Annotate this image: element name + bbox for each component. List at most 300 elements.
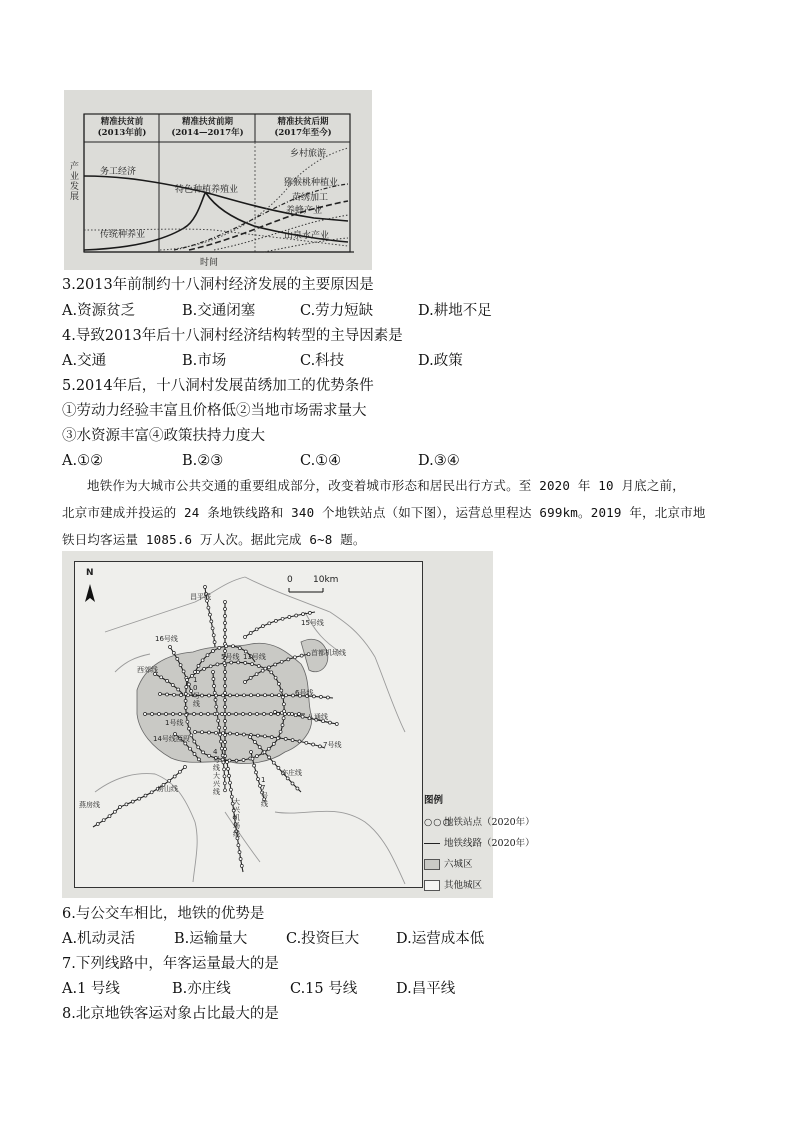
station-dot bbox=[224, 601, 227, 604]
beijing-subway-map-figure bbox=[62, 551, 535, 898]
station-dot bbox=[225, 645, 228, 648]
q3-option-a[interactable]: A.资源贫乏 bbox=[62, 303, 136, 319]
station-dot bbox=[256, 713, 259, 716]
station-dot bbox=[208, 754, 211, 757]
map-frame bbox=[74, 561, 423, 888]
label-water: 山泉水产业 bbox=[284, 231, 330, 241]
legend-station-icon: ○○○ bbox=[424, 817, 452, 828]
station-dot bbox=[172, 651, 175, 654]
station-dot bbox=[281, 724, 284, 727]
station-dot bbox=[210, 620, 213, 623]
station-dot bbox=[224, 622, 227, 625]
station-dot bbox=[238, 647, 241, 650]
legend-other-text: 其他城区 bbox=[444, 880, 483, 891]
station-dot bbox=[229, 781, 232, 784]
station-dot bbox=[251, 757, 254, 760]
station-dot bbox=[274, 711, 277, 714]
question-8-stem: 8.北京地铁客运对象占比最大的是 bbox=[62, 1006, 279, 1022]
header-early-title: 精准扶贫前期 bbox=[181, 117, 233, 127]
station-dot bbox=[294, 714, 297, 717]
station-dot bbox=[283, 710, 286, 713]
station-dot bbox=[274, 619, 277, 622]
question-4-stem: 4.导致2013年后十八洞村经济结构转型的主导因素是 bbox=[62, 328, 403, 344]
station-dot bbox=[160, 676, 163, 679]
station-dot bbox=[165, 713, 168, 716]
station-dot bbox=[276, 737, 279, 740]
station-dot bbox=[257, 694, 260, 697]
station-dot bbox=[224, 741, 227, 744]
map-label-10: 10号线 bbox=[193, 676, 200, 708]
station-dot bbox=[168, 779, 171, 782]
label-tourism: 乡村旅游 bbox=[290, 149, 327, 159]
q5-conditions-line1: ①劳动力经验丰富且价格低②当地市场需求量大 bbox=[62, 403, 367, 419]
header-late-title: 精准扶贫后期 bbox=[277, 117, 329, 127]
station-dot bbox=[263, 751, 266, 754]
station-dot bbox=[293, 656, 296, 659]
station-dot bbox=[251, 663, 254, 666]
label-kiwi: 猕猴桃种植业 bbox=[284, 178, 339, 188]
station-dot bbox=[186, 679, 189, 682]
station-dot bbox=[307, 653, 310, 656]
station-dot bbox=[253, 741, 256, 744]
station-dot bbox=[221, 713, 224, 716]
station-dot bbox=[166, 693, 169, 696]
station-dot bbox=[179, 664, 182, 667]
station-dot bbox=[184, 706, 187, 709]
station-dot bbox=[224, 671, 227, 674]
station-dot bbox=[138, 797, 141, 800]
station-dot bbox=[208, 694, 211, 697]
station-dot bbox=[217, 719, 220, 722]
station-dot bbox=[298, 713, 301, 716]
header-early bbox=[161, 116, 254, 140]
station-dot bbox=[173, 693, 176, 696]
station-dot bbox=[189, 747, 192, 750]
station-dot bbox=[272, 742, 275, 745]
station-dot bbox=[212, 671, 215, 674]
station-dot bbox=[224, 629, 227, 632]
station-dot bbox=[185, 686, 188, 689]
header-pre bbox=[86, 116, 158, 140]
station-dot bbox=[224, 713, 227, 716]
station-dot bbox=[215, 705, 218, 708]
station-dot bbox=[244, 636, 247, 639]
station-dot bbox=[212, 650, 215, 653]
station-dot bbox=[261, 625, 264, 628]
label-featured: 特色种植养殖业 bbox=[175, 185, 239, 195]
station-dot bbox=[277, 766, 280, 769]
station-dot bbox=[250, 751, 253, 754]
header-early-period: (2014—2017年) bbox=[171, 128, 244, 138]
station-dot bbox=[281, 617, 284, 620]
station-dot bbox=[212, 678, 215, 681]
station-dot bbox=[279, 730, 282, 733]
station-dot bbox=[282, 717, 285, 720]
station-dot bbox=[235, 759, 238, 762]
station-dot bbox=[144, 713, 147, 716]
station-dot bbox=[244, 681, 247, 684]
map-label-14: 14号线西段 bbox=[153, 735, 190, 743]
station-dot bbox=[213, 691, 216, 694]
station-dot bbox=[274, 676, 277, 679]
station-dot bbox=[256, 734, 259, 737]
station-dot bbox=[224, 789, 227, 792]
map-label-1: 1号线 bbox=[165, 719, 184, 727]
legend-other-swatch bbox=[424, 880, 440, 891]
station-dot bbox=[224, 727, 227, 730]
station-dot bbox=[326, 696, 329, 699]
station-dot bbox=[249, 713, 252, 716]
station-dot bbox=[150, 791, 153, 794]
station-dot bbox=[196, 671, 199, 674]
station-dot bbox=[270, 671, 273, 674]
map-label-13: 13号线 bbox=[243, 653, 266, 661]
station-dot bbox=[102, 819, 105, 822]
legend-core-text: 六城区 bbox=[444, 859, 473, 870]
station-dot bbox=[249, 736, 252, 739]
station-dot bbox=[305, 741, 308, 744]
q4-option-c[interactable]: C.科技 bbox=[300, 353, 345, 369]
station-dot bbox=[257, 778, 260, 781]
station-dot bbox=[298, 740, 301, 743]
station-dot bbox=[277, 682, 280, 685]
station-dot bbox=[229, 694, 232, 697]
station-dot bbox=[224, 685, 227, 688]
station-dot bbox=[232, 645, 235, 648]
label-miao: 苗绣加工 bbox=[292, 193, 329, 203]
station-dot bbox=[255, 628, 258, 631]
map-label-changping: 昌平线 bbox=[190, 593, 211, 601]
station-dot bbox=[328, 721, 331, 724]
map-label-yizhuang: 亦庄线 bbox=[281, 769, 302, 777]
station-dot bbox=[224, 748, 227, 751]
legend-station-text: 地铁站点（2020年） bbox=[444, 817, 535, 828]
q4-option-b[interactable]: B.市场 bbox=[182, 353, 227, 369]
q6-option-b[interactable]: B.运输量大 bbox=[174, 931, 248, 947]
q7-option-a[interactable]: A.1 号线 bbox=[62, 981, 120, 997]
station-dot bbox=[308, 611, 311, 614]
station-dot bbox=[280, 689, 283, 692]
station-dot bbox=[204, 586, 207, 589]
subway-passage bbox=[62, 472, 734, 553]
legend-title: 图例 bbox=[424, 795, 444, 806]
station-dot bbox=[108, 815, 111, 818]
north-arrow bbox=[85, 584, 95, 602]
station-dot bbox=[296, 787, 299, 790]
station-dot bbox=[278, 694, 281, 697]
station-dot bbox=[335, 723, 338, 726]
station-dot bbox=[250, 694, 253, 697]
station-dot bbox=[223, 782, 226, 785]
q7-option-b[interactable]: B.亦庄线 bbox=[172, 981, 231, 997]
x-axis-label: 时间 bbox=[200, 258, 219, 268]
station-dot bbox=[228, 774, 231, 777]
scale-bar bbox=[289, 588, 323, 592]
station-dot bbox=[208, 731, 211, 734]
station-dot bbox=[224, 720, 227, 723]
legend-line bbox=[424, 835, 535, 849]
station-dot bbox=[236, 733, 239, 736]
station-dot bbox=[249, 676, 252, 679]
station-dot bbox=[200, 713, 203, 716]
station-dot bbox=[96, 823, 99, 826]
station-dot bbox=[119, 806, 122, 809]
station-dot bbox=[203, 667, 206, 670]
station-dot bbox=[215, 731, 218, 734]
station-dot bbox=[227, 767, 230, 770]
station-dot bbox=[166, 679, 169, 682]
map-label-6: 6号线 bbox=[295, 689, 314, 697]
station-dot bbox=[125, 803, 128, 806]
station-dot bbox=[312, 743, 315, 746]
station-dot bbox=[223, 768, 226, 771]
legend-line-icon bbox=[424, 843, 440, 844]
station-dot bbox=[264, 667, 267, 670]
station-dot bbox=[190, 734, 193, 737]
station-dot bbox=[242, 713, 245, 716]
station-dot bbox=[255, 771, 258, 774]
q3-option-c[interactable]: C.劳力短缺 bbox=[300, 303, 374, 319]
station-dot bbox=[207, 713, 210, 716]
station-dot bbox=[197, 758, 200, 761]
passage-line-3: 铁日均客运量 1085.6 万人次。据此完成 6~8 题。 bbox=[62, 532, 366, 547]
map-label-xijiao: 西郊线 bbox=[137, 666, 158, 674]
map-label-batong: 八通线 bbox=[307, 713, 328, 721]
q6-option-c[interactable]: C.投资巨大 bbox=[286, 931, 360, 947]
station-dot bbox=[226, 761, 229, 764]
q3-option-d[interactable]: D.耕地不足 bbox=[418, 303, 492, 319]
station-dot bbox=[267, 747, 270, 750]
station-dot bbox=[284, 737, 287, 740]
station-dot bbox=[222, 732, 225, 735]
station-dot bbox=[224, 706, 227, 709]
station-dot bbox=[113, 810, 116, 813]
q5-option-c[interactable]: C.①④ bbox=[300, 453, 342, 469]
station-dot bbox=[193, 753, 196, 756]
station-dot bbox=[291, 713, 294, 716]
station-dot bbox=[169, 646, 172, 649]
map-label-5: 5号线 bbox=[221, 653, 240, 661]
station-dot bbox=[274, 663, 277, 666]
q5-conditions-line2: ③水资源丰富④政策扶持力度大 bbox=[62, 428, 265, 444]
q4-option-a[interactable]: A.交通 bbox=[62, 353, 107, 369]
station-dot bbox=[184, 766, 187, 769]
station-dot bbox=[237, 844, 240, 847]
station-dot bbox=[216, 663, 219, 666]
q7-option-c[interactable]: C.15 号线 bbox=[290, 981, 358, 997]
station-dot bbox=[270, 713, 273, 716]
station-dot bbox=[193, 713, 196, 716]
station-dot bbox=[131, 800, 134, 803]
station-dot bbox=[197, 746, 200, 749]
station-dot bbox=[186, 720, 189, 723]
station-dot bbox=[280, 660, 283, 663]
question-3-stem: 3.2013年前制约十八洞村经济发展的主要原因是 bbox=[62, 277, 374, 293]
map-label-daxing-airport: 大兴机场线 bbox=[233, 798, 240, 838]
q6-option-d[interactable]: D.运营成本低 bbox=[396, 931, 485, 947]
station-dot bbox=[243, 694, 246, 697]
station-dot bbox=[229, 788, 232, 791]
station-dot bbox=[219, 733, 222, 736]
passage-line-1: 地铁作为大城市公共交通的重要组成部分，改变着城市形态和居民出行方式。至 2020 年 10 月底之前， bbox=[87, 478, 685, 493]
station-dot bbox=[285, 694, 288, 697]
legend-core bbox=[424, 856, 473, 870]
map-label-yanfang: 燕房线 bbox=[79, 801, 100, 809]
label-bee: 养蜂产业 bbox=[286, 206, 323, 216]
station-dot bbox=[282, 703, 285, 706]
station-dot bbox=[185, 713, 188, 716]
map-label-15: 15号线 bbox=[301, 619, 324, 627]
station-dot bbox=[224, 608, 227, 611]
station-dot bbox=[193, 740, 196, 743]
station-dot bbox=[208, 613, 211, 616]
station-dot bbox=[223, 662, 226, 665]
q7-option-d[interactable]: D.昌平线 bbox=[396, 981, 456, 997]
q5-option-d[interactable]: D.③④ bbox=[418, 453, 460, 469]
station-dot bbox=[202, 751, 205, 754]
station-dot bbox=[212, 634, 215, 637]
q4-option-d[interactable]: D.政策 bbox=[418, 353, 463, 369]
station-dot bbox=[281, 696, 284, 699]
y-axis-label: 产业发展 bbox=[70, 162, 80, 202]
station-dot bbox=[180, 694, 183, 697]
station-dot bbox=[197, 664, 200, 667]
station-dot bbox=[239, 858, 242, 861]
passage-line-2: 北京市建成并投运的 24 条地铁线路和 340 个地铁站点（如下图），运营总里程达 699km。2019 年，北京市地 bbox=[62, 505, 706, 520]
station-dot bbox=[187, 683, 190, 686]
label-traditional: 传统种养业 bbox=[100, 230, 146, 240]
station-dot bbox=[236, 694, 239, 697]
station-dot bbox=[194, 731, 197, 734]
q5-option-a[interactable]: A.①② bbox=[62, 453, 104, 469]
station-dot bbox=[253, 764, 256, 767]
q6-option-a[interactable]: A.机动灵活 bbox=[62, 931, 136, 947]
station-dot bbox=[224, 636, 227, 639]
station-dot bbox=[224, 615, 227, 618]
station-dot bbox=[302, 613, 305, 616]
station-dot bbox=[288, 616, 291, 619]
scale-zero: 0 bbox=[287, 575, 293, 585]
industry-development-figure bbox=[64, 90, 372, 270]
station-dot bbox=[211, 627, 214, 630]
station-dot bbox=[218, 726, 221, 729]
station-dot bbox=[272, 761, 275, 764]
north-label: N bbox=[86, 568, 94, 578]
station-dot bbox=[301, 715, 304, 718]
station-dot bbox=[229, 732, 232, 735]
station-dot bbox=[291, 782, 294, 785]
station-dot bbox=[179, 713, 182, 716]
station-dot bbox=[201, 659, 204, 662]
station-dot bbox=[300, 654, 303, 657]
station-dot bbox=[184, 692, 187, 695]
station-dot bbox=[261, 669, 264, 672]
station-dot bbox=[222, 694, 225, 697]
station-dot bbox=[268, 622, 271, 625]
q5-option-b[interactable]: B.②③ bbox=[182, 453, 224, 469]
station-dot bbox=[291, 739, 294, 742]
legend-other bbox=[424, 877, 482, 891]
station-dot bbox=[287, 712, 290, 715]
station-dot bbox=[171, 684, 174, 687]
station-dot bbox=[218, 646, 221, 649]
station-dot bbox=[207, 606, 210, 609]
station-dot bbox=[222, 761, 225, 764]
map-label-17: 17号线 bbox=[261, 776, 268, 808]
legend-line-text: 地铁线路（2020年） bbox=[444, 838, 535, 849]
map-label-4: 4号线大兴线 bbox=[213, 748, 220, 796]
station-dot bbox=[249, 632, 252, 635]
map-label-airport: 首都机场线 bbox=[311, 649, 346, 657]
station-dot bbox=[268, 756, 271, 759]
station-dot bbox=[263, 713, 266, 716]
legend-station bbox=[424, 814, 535, 828]
legend-core-swatch bbox=[424, 859, 440, 870]
station-dot bbox=[267, 666, 270, 669]
scale-distance: 10km bbox=[313, 575, 339, 585]
station-dot bbox=[238, 851, 241, 854]
header-pre-title: 精准扶贫前 bbox=[100, 117, 144, 127]
map-label-16: 16号线 bbox=[155, 635, 178, 643]
station-dot bbox=[206, 654, 209, 657]
station-dot bbox=[220, 740, 223, 743]
station-dot bbox=[242, 759, 245, 762]
station-dot bbox=[224, 699, 227, 702]
station-dot bbox=[178, 770, 181, 773]
station-dot bbox=[242, 733, 245, 736]
question-6-stem: 6.与公交车相比，地铁的优势是 bbox=[62, 906, 265, 922]
question-7-stem: 7.下列线路中，年客运量最大的是 bbox=[62, 956, 279, 972]
header-late-period: (2017年至今) bbox=[274, 128, 332, 138]
station-dot bbox=[209, 665, 212, 668]
station-dot bbox=[159, 693, 162, 696]
station-dot bbox=[188, 727, 191, 730]
station-dot bbox=[264, 694, 267, 697]
station-dot bbox=[173, 775, 176, 778]
station-dot bbox=[151, 713, 154, 716]
station-dot bbox=[223, 775, 226, 778]
map-label-fangshan: 房山线 bbox=[157, 785, 178, 793]
station-dot bbox=[255, 755, 258, 758]
station-dot bbox=[257, 665, 260, 668]
station-dot bbox=[221, 754, 224, 757]
header-pre-period: (2013年前) bbox=[97, 128, 147, 138]
station-dot bbox=[287, 658, 290, 661]
station-dot bbox=[295, 614, 298, 617]
header-late bbox=[257, 116, 349, 140]
station-dot bbox=[270, 736, 273, 739]
station-dot bbox=[319, 695, 322, 698]
station-dot bbox=[201, 731, 204, 734]
station-dot bbox=[182, 670, 185, 673]
label-labor: 务工经济 bbox=[100, 167, 137, 177]
station-dot bbox=[158, 713, 161, 716]
station-dot bbox=[235, 713, 238, 716]
q3-option-b[interactable]: B.交通闭塞 bbox=[182, 303, 256, 319]
station-dot bbox=[184, 699, 187, 702]
station-dot bbox=[177, 688, 180, 691]
question-5-stem: 5.2014年后，十八洞村发展苗绣加工的优势条件 bbox=[62, 378, 374, 394]
map-label-7: 7号线 bbox=[323, 741, 342, 749]
station-dot bbox=[240, 864, 243, 867]
station-dot bbox=[214, 698, 217, 701]
station-dot bbox=[271, 694, 274, 697]
station-dot bbox=[213, 641, 216, 644]
station-dot bbox=[144, 794, 147, 797]
station-dot bbox=[255, 673, 258, 676]
station-dot bbox=[258, 746, 261, 749]
station-dot bbox=[263, 735, 266, 738]
